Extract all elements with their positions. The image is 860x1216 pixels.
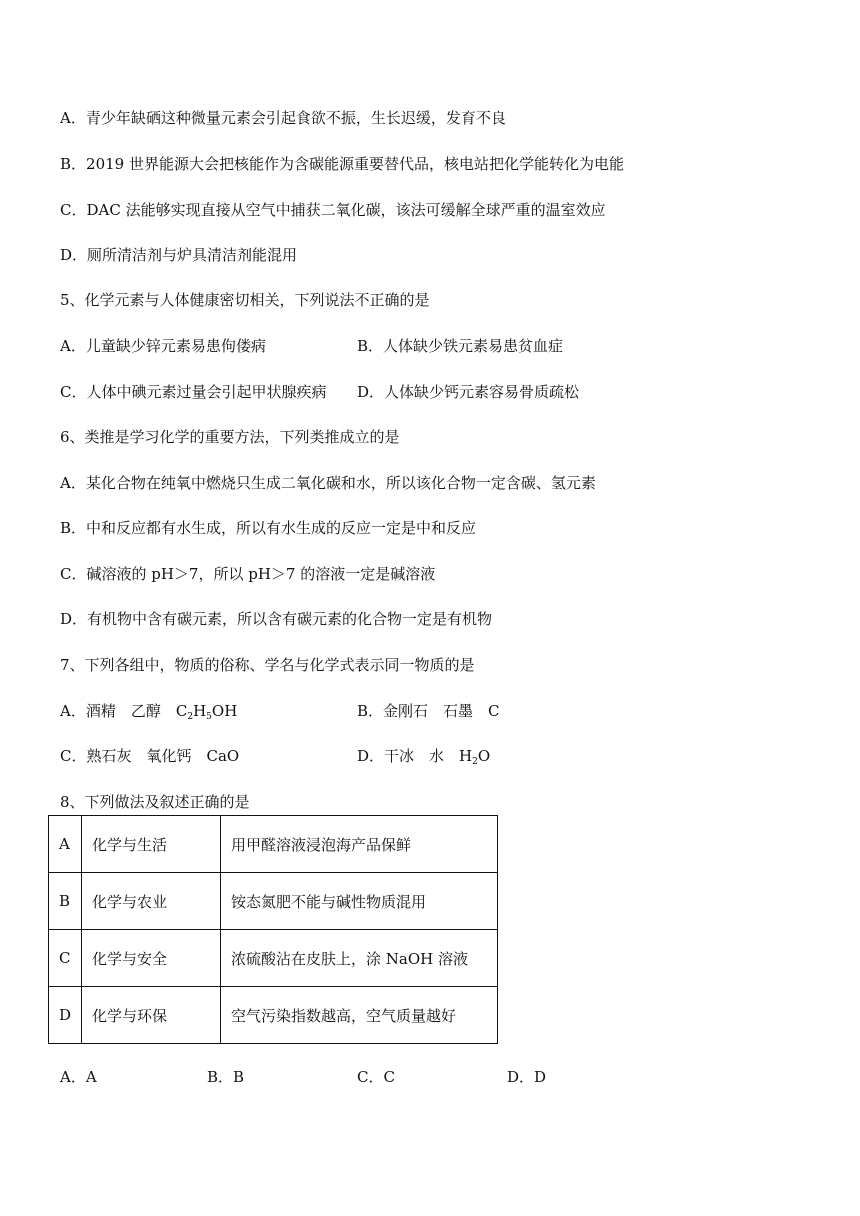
q8-table (48, 815, 498, 1044)
row-content: 用甲醛溶液浸泡海产品保鲜 (221, 816, 498, 873)
q8-answer-d: D．D (507, 1068, 547, 1086)
q6-stem: 6、类推是学习化学的重要方法，下列类推成立的是 (60, 428, 400, 446)
q7-option-d: D．干冰 水 $H_2O$ (357, 747, 491, 767)
q6-option-a: A．某化合物在纯氧中燃烧只生成二氧化碳和水，所以该化合物一定含碳、氢元素 (60, 474, 596, 492)
row-content: 铵态氮肥不能与碱性物质混用 (221, 873, 498, 930)
q8-answer-c: C．C (357, 1068, 395, 1086)
q6-option-c: C．碱溶液的 pH＞7，所以 pH＞7 的溶液一定是碱溶液 (60, 565, 436, 583)
q7-stem: 7、下列各组中，物质的俗称、学名与化学式表示同一物质的是 (60, 656, 475, 674)
row-letter: C (49, 930, 82, 987)
q5-option-c: C．人体中碘元素过量会引起甲状腺疾病 (60, 383, 327, 401)
q7-option-b: B．金刚石 石墨 C (357, 702, 500, 720)
table-row (49, 873, 498, 930)
row-letter: D (49, 987, 82, 1044)
table-row (49, 930, 498, 987)
row-topic: 化学与安全 (82, 930, 221, 987)
q8-answer-a: A．A (60, 1068, 97, 1086)
row-content: 浓硫酸沾在皮肤上，涂 NaOH 溶液 (221, 930, 498, 987)
table-row (49, 816, 498, 873)
table-row (49, 987, 498, 1044)
q4-option-c: C．DAC 法能够实现直接从空气中捕获二氧化碳，该法可缓解全球严重的温室效应 (60, 201, 606, 219)
row-letter: B (49, 873, 82, 930)
q6-option-b: B．中和反应都有水生成，所以有水生成的反应一定是中和反应 (60, 519, 477, 537)
q5-option-b: B．人体缺少铁元素易患贫血症 (357, 337, 564, 355)
q4-option-d: D．厕所清洁剂与炉具清洁剂能混用 (60, 246, 298, 264)
row-letter: A (49, 816, 82, 873)
q4-option-b: B．2019 世界能源大会把核能作为含碳能源重要替代品，核电站把化学能转化为电能 (60, 155, 624, 173)
row-topic: 化学与生活 (82, 816, 221, 873)
q4-option-a: A．青少年缺硒这种微量元素会引起食欲不振，生长迟缓，发育不良 (60, 109, 506, 127)
q8-stem: 8、下列做法及叙述正确的是 (60, 793, 250, 811)
q5-option-d: D．人体缺少钙元素容易骨质疏松 (357, 383, 580, 401)
row-topic: 化学与环保 (82, 987, 221, 1044)
q6-option-d: D．有机物中含有碳元素，所以含有碳元素的化合物一定是有机物 (60, 610, 493, 628)
q7-option-c: C．熟石灰 氧化钙 CaO (60, 747, 240, 765)
q8-answer-b: B．B (207, 1068, 245, 1086)
row-topic: 化学与农业 (82, 873, 221, 930)
q5-option-a: A．儿童缺少锌元素易患佝偻病 (60, 337, 266, 355)
row-content: 空气污染指数越高，空气质量越好 (221, 987, 498, 1044)
q7-option-a: A．酒精 乙醇 $C_2H_5OH$ (60, 702, 238, 722)
q5-stem: 5、化学元素与人体健康密切相关，下列说法不正确的是 (60, 291, 430, 309)
